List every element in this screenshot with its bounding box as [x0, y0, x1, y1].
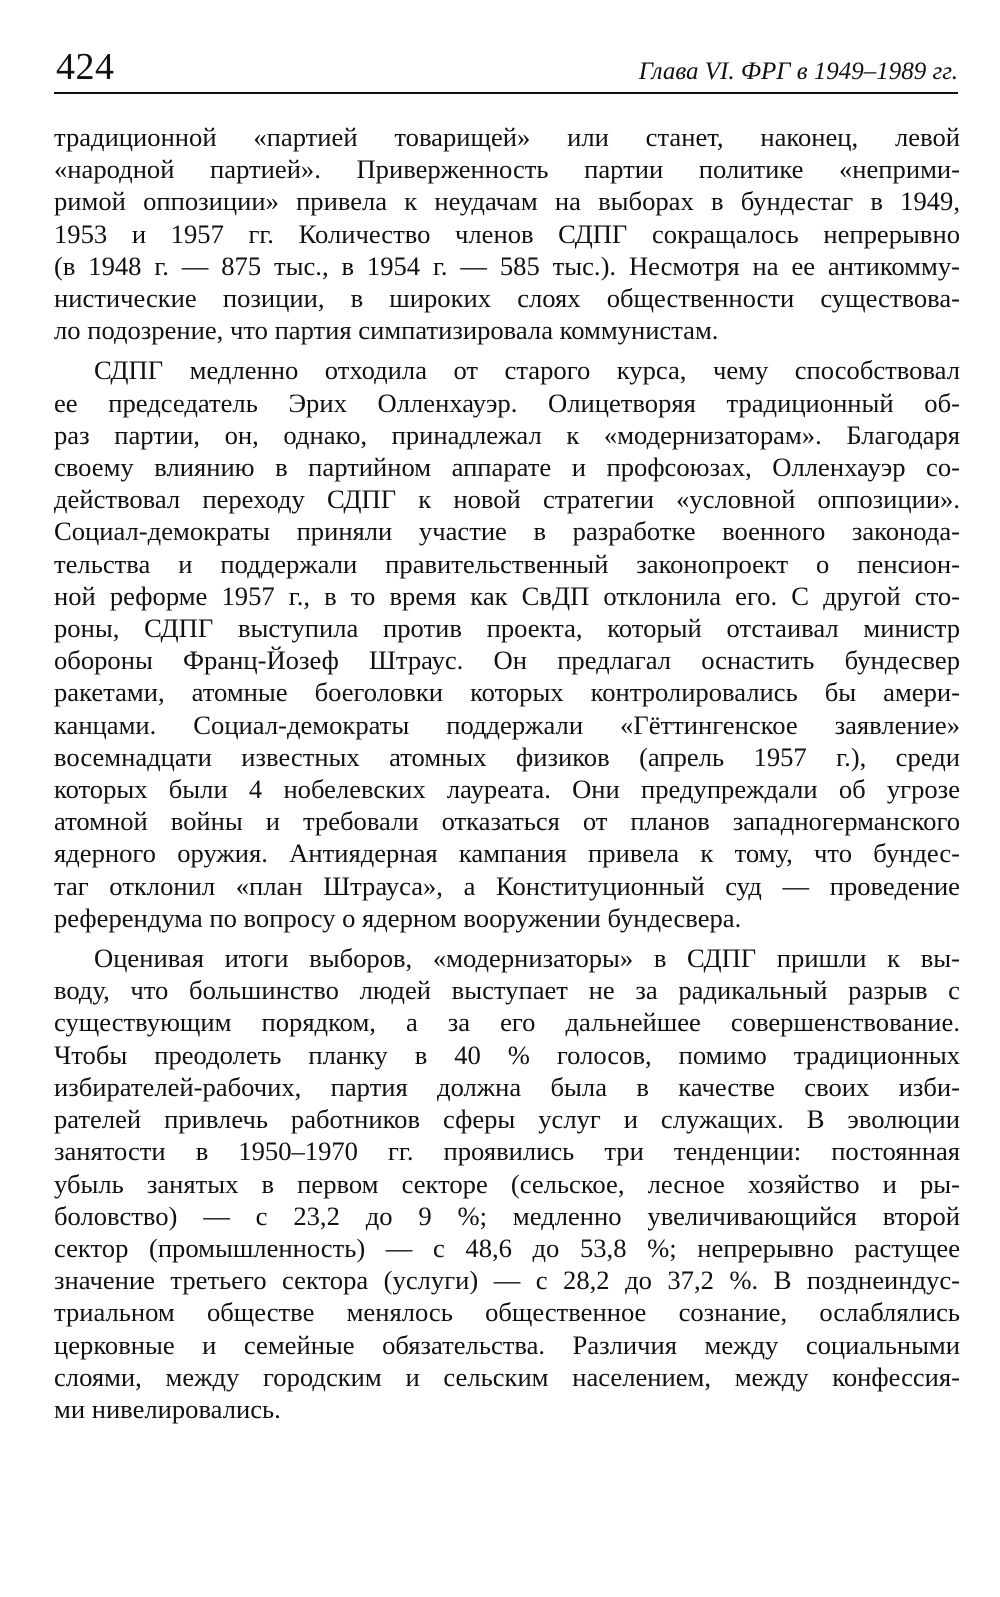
- text-line: обороны Франц-Йозеф Штраус. Он предлагал оснастить бундесвер: [54, 645, 960, 676]
- paragraph-1: [54, 121, 960, 346]
- text-line: традиционной «партией товарищей» или станет, наконец, левой: [54, 122, 960, 152]
- text-line: таг отклонил «план Штрауса», а Конституционный суд — проведение: [54, 870, 960, 901]
- text-line: ной реформе 1957 г., в то время как СвДП отклонила его. С другой сто-: [54, 580, 960, 611]
- text-line: своему влиянию в партийном аппарате и профсоюзах, Олленхауэр со-: [54, 452, 960, 483]
- text-line: значение третьего сектора (услуги) — с 28,2 до 37,2 %. В позднеиндус-: [54, 1265, 960, 1296]
- text-line: Социал-демократы приняли участие в разработке военного законода-: [54, 516, 960, 547]
- text-line: «народной партией». Приверженность партии политике «неприми-: [54, 154, 960, 185]
- body-text: [54, 121, 960, 1433]
- text-line: ее председатель Эрих Олленхауэр. Олицетворяя традиционный об-: [54, 387, 960, 418]
- text-line: канцами. Социал-демократы поддержали «Гёттингенское заявление»: [54, 709, 960, 740]
- page-header: [54, 44, 958, 94]
- text-line: нистические позиции, в широких слоях общественности существова-: [54, 283, 960, 314]
- text-line: церковные и семейные обязательства. Различия между социальными: [54, 1329, 960, 1360]
- text-line: референдума по вопросу о ядерном вооружении бундесвера.: [54, 902, 742, 933]
- paragraph-3: [54, 942, 960, 1425]
- running-head: Глава VI. ФРГ в 1949–1989 гг.: [638, 58, 958, 85]
- paragraph-2: [54, 354, 960, 934]
- text-line: Чтобы преодолеть планку в 40 % голосов, помимо традиционных: [54, 1039, 960, 1070]
- text-line: слоями, между городским и сельским населением, между конфессия-: [54, 1361, 960, 1392]
- text-line: ядерного оружия. Антиядерная кампания привела к тому, что бундес-: [54, 838, 960, 869]
- text-line: убыль занятых в первом секторе (сельское, лесное хозяйство и ры-: [54, 1168, 960, 1199]
- text-line: действовал переходу СДПГ к новой стратегии «условной оппозиции».: [54, 484, 960, 515]
- text-line: которых были 4 нобелевских лауреата. Они предупреждали об угрозе: [54, 774, 960, 805]
- text-line: раз партии, он, однако, принадлежал к «модернизаторам». Благодаря: [54, 419, 960, 450]
- text-line: (в 1948 г. — 875 тыс., в 1954 г. — 585 тыс.). Несмотря на ее антикомму-: [54, 250, 960, 281]
- text-line: сектор (промышленность) — с 48,6 до 53,8 %; непрерывно растущее: [54, 1232, 960, 1263]
- text-line: тельства и поддержали правительственный законопроект о пенсион-: [54, 548, 960, 579]
- text-line: боловство) — с 23,2 до 9 %; медленно увеличивающийся второй: [54, 1200, 960, 1231]
- text-line: занятости в 1950–1970 гг. проявились три тенденции: постоянная: [54, 1136, 960, 1167]
- text-line: 1953 и 1957 гг. Количество членов СДПГ сокращалось непрерывно: [54, 218, 960, 249]
- text-line: СДПГ медленно отходила от старого курса, чему способствовал: [94, 355, 960, 386]
- text-line: рателей привлечь работников сферы услуг и служащих. В эволюции: [54, 1104, 960, 1135]
- text-line: избирателей-рабочих, партия должна была в качестве своих изби-: [54, 1071, 960, 1102]
- text-line: роны, СДПГ выступила против проекта, который отстаивал министр: [54, 613, 960, 644]
- text-line: атомной войны и требовали отказаться от планов западногерманского: [54, 806, 960, 837]
- text-line: существующим порядком, а за его дальнейшее совершенствование.: [54, 1007, 960, 1038]
- text-line: ракетами, атомные боеголовки которых контролировались бы амери-: [54, 677, 960, 708]
- text-line: восемнадцати известных атомных физиков (апрель 1957 г.), среди: [54, 741, 960, 772]
- text-line: Оценивая итоги выборов, «модернизаторы» в СДПГ пришли к вы-: [94, 943, 960, 974]
- text-line: ло подозрение, что партия симпатизировала коммунистам.: [54, 315, 719, 346]
- page-number: 424: [56, 46, 115, 88]
- text-line: воду, что большинство людей выступает не за радикальный разрыв с: [54, 975, 960, 1006]
- text-line: триальном обществе менялось общественное сознание, ослаблялись: [54, 1297, 960, 1328]
- text-line: ми нивелировались.: [54, 1393, 281, 1424]
- text-line: римой оппозиции» привела к неудачам на выборах в бундестаг в 1949,: [54, 186, 960, 217]
